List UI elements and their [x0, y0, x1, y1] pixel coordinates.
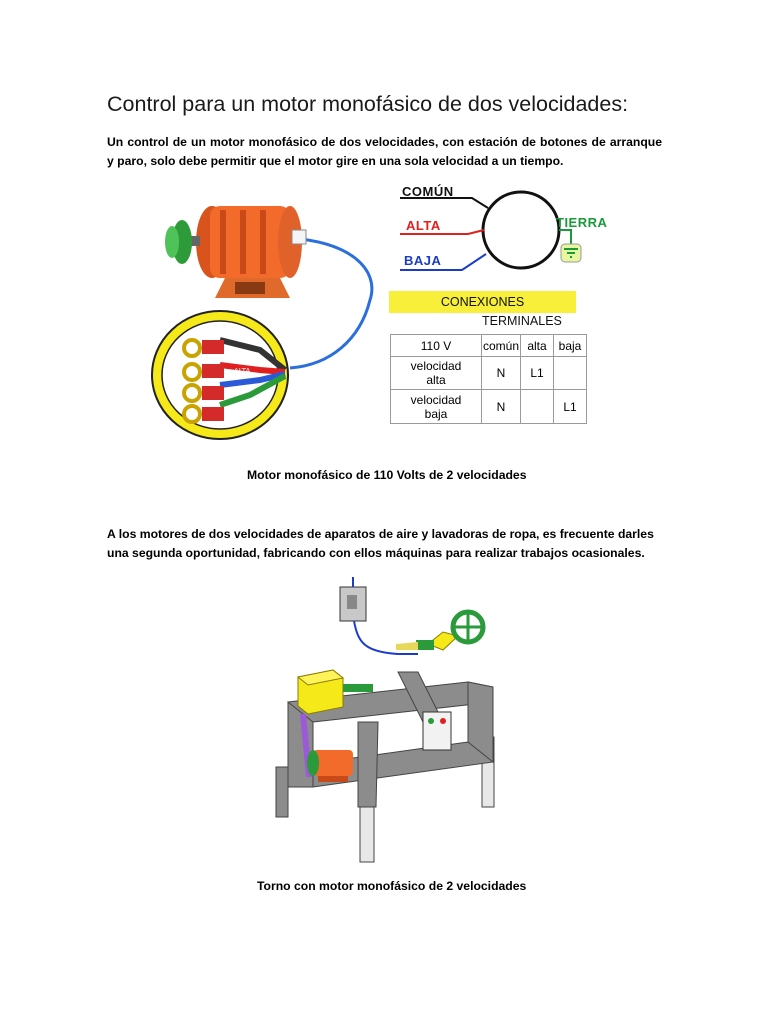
baja-label: BAJA — [404, 253, 442, 268]
table-row — [391, 357, 587, 390]
table-row — [391, 390, 587, 424]
table-cell: N — [482, 357, 521, 390]
page-title: Control para un motor monofásico de dos velocidades: — [107, 92, 629, 116]
tailstock — [396, 612, 483, 650]
table-cell: N — [482, 390, 521, 424]
table-cell: L1 — [521, 357, 554, 390]
figure2-caption: Torno con motor monofásico de 2 velocidades — [257, 879, 527, 893]
table-header-cell: baja — [554, 335, 587, 357]
alta-label: ALTA — [406, 218, 441, 233]
tierra-label: TIERRA — [556, 215, 608, 230]
table-header-cell: común — [482, 335, 521, 357]
table-header-cell: 110 V — [391, 335, 482, 357]
table-cell — [554, 357, 587, 390]
comun-label: COMÚN — [402, 184, 454, 199]
connections-table — [390, 334, 587, 424]
conexiones-banner: CONEXIONES — [389, 291, 576, 313]
second-paragraph: A los motores de dos velocidades de aparatos de aire y lavadoras de ropa, es frecuente darles una segunda oportunidad, fabricando con ellos máquinas para realizar trabajos ocasionales. — [107, 527, 654, 560]
terminales-header: TERMINALES — [482, 314, 562, 328]
table-cell: velocidad alta — [391, 357, 482, 390]
lathe-illustration — [268, 572, 508, 870]
table-header-cell: alta — [521, 335, 554, 357]
motor-illustration — [150, 190, 390, 455]
motor-body — [165, 206, 306, 298]
alta-connector-label: ALTA — [234, 367, 251, 375]
terminal-box-detail — [152, 311, 288, 439]
switch-box — [340, 577, 418, 654]
table-cell: L1 — [554, 390, 587, 424]
figure1-caption: Motor monofásico de 110 Volts de 2 velocidades — [247, 468, 527, 482]
table-cell — [521, 390, 554, 424]
intro-paragraph: Un control de un motor monofásico de dos velocidades, con estación de botones de arranque y paro, solo debe permitir que el motor gire en una sola velocidad a un tiempo. — [107, 135, 662, 168]
table-cell: velocidad baja — [391, 390, 482, 424]
com-connector-label: COM — [235, 335, 254, 346]
